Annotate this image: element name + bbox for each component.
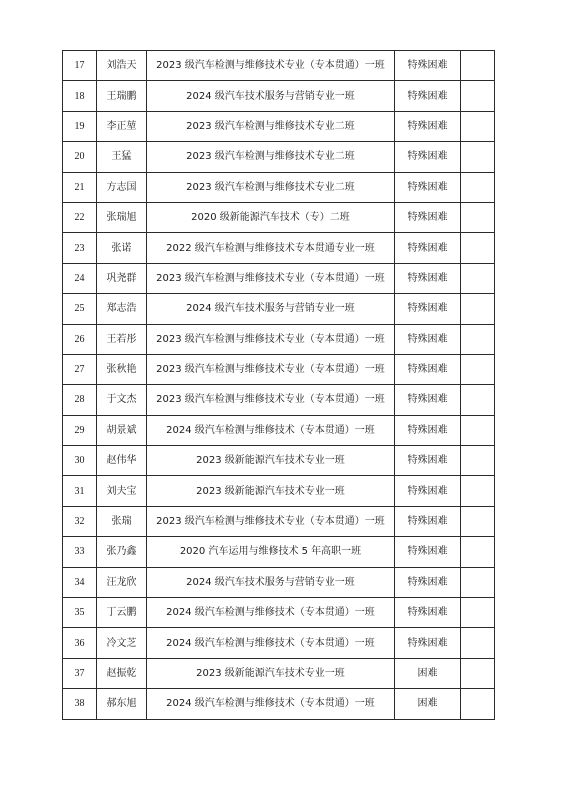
remark-cell xyxy=(461,233,495,263)
row-number: 24 xyxy=(63,263,97,293)
class-name: 2023 级新能源汽车技术专业一班 xyxy=(147,446,395,476)
remark-cell xyxy=(461,658,495,688)
row-number: 20 xyxy=(63,142,97,172)
class-name: 2023 级汽车检测与维修技术专业（专本贯通）一班 xyxy=(147,354,395,384)
class-name: 2023 级汽车检测与维修技术专业（专本贯通）一班 xyxy=(147,324,395,354)
table-row xyxy=(63,233,495,263)
student-name: 巩尧群 xyxy=(97,263,147,293)
student-name: 王若彤 xyxy=(97,324,147,354)
table-row xyxy=(63,385,495,415)
student-name: 胡景斌 xyxy=(97,415,147,445)
row-number: 19 xyxy=(63,111,97,141)
row-number: 36 xyxy=(63,628,97,658)
row-number: 23 xyxy=(63,233,97,263)
student-name: 张诺 xyxy=(97,233,147,263)
row-number: 37 xyxy=(63,658,97,688)
table-row xyxy=(63,324,495,354)
table-row xyxy=(63,142,495,172)
remark-cell xyxy=(461,294,495,324)
remark-cell xyxy=(461,628,495,658)
table-row xyxy=(63,689,495,719)
class-name: 2020 级新能源汽车技术（专）二班 xyxy=(147,202,395,232)
class-name: 2023 级新能源汽车技术专业一班 xyxy=(147,658,395,688)
difficulty-level: 特殊困难 xyxy=(395,263,461,293)
student-name: 李正堃 xyxy=(97,111,147,141)
difficulty-level: 特殊困难 xyxy=(395,81,461,111)
student-name: 赵伟华 xyxy=(97,446,147,476)
table-row xyxy=(63,294,495,324)
remark-cell xyxy=(461,598,495,628)
student-name: 刘浩天 xyxy=(97,51,147,81)
student-name: 张秋艳 xyxy=(97,354,147,384)
class-name: 2024 级汽车检测与维修技术（专本贯通）一班 xyxy=(147,415,395,445)
remark-cell xyxy=(461,263,495,293)
remark-cell xyxy=(461,81,495,111)
table-row xyxy=(63,598,495,628)
remark-cell xyxy=(461,142,495,172)
difficulty-level: 特殊困难 xyxy=(395,354,461,384)
class-name: 2023 级汽车检测与维修技术专业（专本贯通）一班 xyxy=(147,51,395,81)
row-number: 29 xyxy=(63,415,97,445)
class-name: 2024 级汽车检测与维修技术（专本贯通）一班 xyxy=(147,598,395,628)
student-name: 刘夫宝 xyxy=(97,476,147,506)
table-row xyxy=(63,476,495,506)
row-number: 27 xyxy=(63,354,97,384)
row-number: 30 xyxy=(63,446,97,476)
class-name: 2024 级汽车检测与维修技术（专本贯通）一班 xyxy=(147,628,395,658)
student-name: 王猛 xyxy=(97,142,147,172)
row-number: 31 xyxy=(63,476,97,506)
table-row xyxy=(63,202,495,232)
student-name: 王瑞鹏 xyxy=(97,81,147,111)
difficulty-level: 特殊困难 xyxy=(395,233,461,263)
difficulty-level: 特殊困难 xyxy=(395,567,461,597)
difficulty-level: 困难 xyxy=(395,689,461,719)
difficulty-level: 特殊困难 xyxy=(395,294,461,324)
class-name: 2023 级汽车检测与维修技术专业二班 xyxy=(147,142,395,172)
table-row xyxy=(63,81,495,111)
class-name: 2023 级汽车检测与维修技术专业二班 xyxy=(147,172,395,202)
remark-cell xyxy=(461,537,495,567)
remark-cell xyxy=(461,415,495,445)
remark-cell xyxy=(461,324,495,354)
class-name: 2020 汽车运用与维修技术 5 年高职一班 xyxy=(147,537,395,567)
difficulty-level: 特殊困难 xyxy=(395,111,461,141)
remark-cell xyxy=(461,51,495,81)
class-name: 2022 级汽车检测与维修技术专本贯通专业一班 xyxy=(147,233,395,263)
student-name: 丁云鹏 xyxy=(97,598,147,628)
class-name: 2023 级新能源汽车技术专业一班 xyxy=(147,476,395,506)
student-name: 方志国 xyxy=(97,172,147,202)
difficulty-level: 困难 xyxy=(395,658,461,688)
remark-cell xyxy=(461,506,495,536)
difficulty-level: 特殊困难 xyxy=(395,142,461,172)
difficulty-level: 特殊困难 xyxy=(395,537,461,567)
table-body xyxy=(63,51,495,720)
table-row xyxy=(63,51,495,81)
remark-cell xyxy=(461,354,495,384)
remark-cell xyxy=(461,446,495,476)
class-name: 2024 级汽车技术服务与营销专业一班 xyxy=(147,81,395,111)
class-name: 2023 级汽车检测与维修技术专业（专本贯通）一班 xyxy=(147,385,395,415)
difficulty-level: 特殊困难 xyxy=(395,385,461,415)
class-name: 2024 级汽车技术服务与营销专业一班 xyxy=(147,294,395,324)
remark-cell xyxy=(461,476,495,506)
student-name: 张瑞旭 xyxy=(97,202,147,232)
difficulty-level: 特殊困难 xyxy=(395,476,461,506)
row-number: 22 xyxy=(63,202,97,232)
difficulty-level: 特殊困难 xyxy=(395,598,461,628)
row-number: 38 xyxy=(63,689,97,719)
difficulty-level: 特殊困难 xyxy=(395,446,461,476)
remark-cell xyxy=(461,567,495,597)
table-row xyxy=(63,506,495,536)
table-row xyxy=(63,537,495,567)
difficulty-level: 特殊困难 xyxy=(395,324,461,354)
row-number: 33 xyxy=(63,537,97,567)
remark-cell xyxy=(461,111,495,141)
row-number: 28 xyxy=(63,385,97,415)
row-number: 17 xyxy=(63,51,97,81)
row-number: 18 xyxy=(63,81,97,111)
remark-cell xyxy=(461,385,495,415)
class-name: 2023 级汽车检测与维修技术专业（专本贯通）一班 xyxy=(147,506,395,536)
difficulty-level: 特殊困难 xyxy=(395,628,461,658)
difficulty-level: 特殊困难 xyxy=(395,51,461,81)
row-number: 25 xyxy=(63,294,97,324)
student-name: 张乃鑫 xyxy=(97,537,147,567)
table-row xyxy=(63,111,495,141)
class-name: 2023 级汽车检测与维修技术专业二班 xyxy=(147,111,395,141)
student-name: 汪龙欣 xyxy=(97,567,147,597)
student-name: 郝东旭 xyxy=(97,689,147,719)
difficulty-level: 特殊困难 xyxy=(395,172,461,202)
class-name: 2024 级汽车技术服务与营销专业一班 xyxy=(147,567,395,597)
difficulty-level: 特殊困难 xyxy=(395,202,461,232)
table-row xyxy=(63,172,495,202)
class-name: 2023 级汽车检测与维修技术专业（专本贯通）一班 xyxy=(147,263,395,293)
table-row xyxy=(63,628,495,658)
student-name: 郑志浩 xyxy=(97,294,147,324)
table-row xyxy=(63,658,495,688)
student-name: 冷文芝 xyxy=(97,628,147,658)
row-number: 35 xyxy=(63,598,97,628)
difficulty-level: 特殊困难 xyxy=(395,506,461,536)
row-number: 32 xyxy=(63,506,97,536)
table-row xyxy=(63,415,495,445)
row-number: 26 xyxy=(63,324,97,354)
remark-cell xyxy=(461,172,495,202)
remark-cell xyxy=(461,202,495,232)
table-row xyxy=(63,354,495,384)
student-aid-table xyxy=(62,50,495,720)
class-name: 2024 级汽车检测与维修技术（专本贯通）一班 xyxy=(147,689,395,719)
student-name: 张瑞 xyxy=(97,506,147,536)
remark-cell xyxy=(461,689,495,719)
row-number: 21 xyxy=(63,172,97,202)
student-name: 于文杰 xyxy=(97,385,147,415)
table-row xyxy=(63,263,495,293)
row-number: 34 xyxy=(63,567,97,597)
table-row xyxy=(63,567,495,597)
table-row xyxy=(63,446,495,476)
difficulty-level: 特殊困难 xyxy=(395,415,461,445)
student-name: 赵振乾 xyxy=(97,658,147,688)
